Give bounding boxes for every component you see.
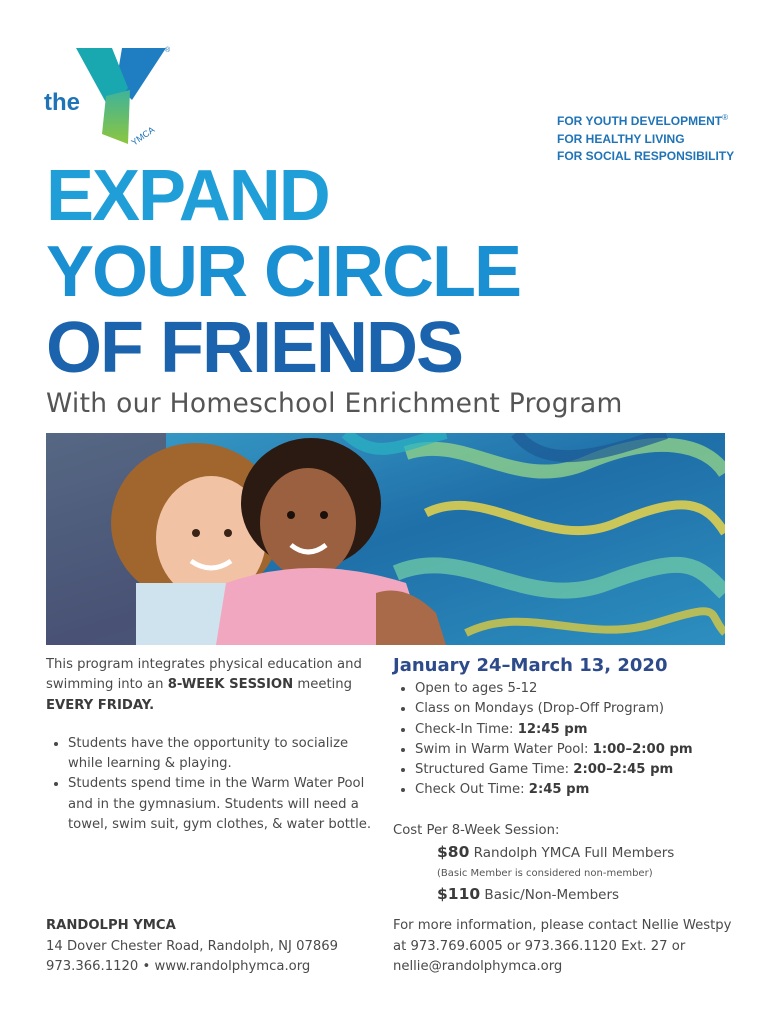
headline-line-1: EXPAND xyxy=(46,156,329,236)
list-item: • Swim in Warm Water Pool: 1:00–2:00 pm xyxy=(415,740,733,760)
contact-line-1: For more information, please contact Nellie Westpy xyxy=(393,918,732,933)
contact-line-2: at 973.769.6005 or 973.366.1120 Ext. 27 or xyxy=(393,938,686,954)
schedule-section xyxy=(393,653,733,907)
schedule-list xyxy=(393,679,733,801)
intro-paragraph: This program integrates physical education and swimming into an 8-WEEK SESSION meeting EVERY FRIDAY. xyxy=(46,657,362,713)
location-address: 14 Dover Chester Road, Randolph, NJ 07869 xyxy=(46,938,339,954)
list-item: • Students spend time in the Warm Water Pool and in the gymnasium. Students will need a towel, swim suit, gym clothes, & water bottle. xyxy=(68,774,376,835)
cost-section xyxy=(393,821,733,907)
price-note: (Basic Member is considered non-member) xyxy=(437,867,653,879)
program-description xyxy=(46,655,376,835)
tagline-line-3: FOR SOCIAL RESPONSIBILITY xyxy=(557,149,735,163)
list-item: • Class on Mondays (Drop-Off Program) xyxy=(415,699,733,719)
list-item: • Check Out Time: 2:45 pm xyxy=(415,780,733,800)
list-item: • Check-In Time: 12:45 pm xyxy=(415,720,733,740)
tagline xyxy=(557,109,757,166)
session-dates: January 24–March 13, 2020 xyxy=(393,655,668,676)
headline-line-2: YOUR CIRCLE xyxy=(46,232,521,312)
logo-word: the xyxy=(44,89,80,116)
hero-photo xyxy=(46,433,725,645)
subheadline: With our Homeschool Enrichment Program xyxy=(46,388,623,419)
contact-info xyxy=(393,916,731,978)
location-info xyxy=(46,916,338,978)
tagline-line-2: FOR HEALTHY LIVING xyxy=(557,131,685,146)
list-item: • Open to ages 5-12 xyxy=(415,679,733,699)
ymca-logo xyxy=(40,40,190,152)
member-price: $80 Randolph YMCA Full Members xyxy=(437,842,675,861)
location-name: RANDOLPH YMCA xyxy=(46,918,176,933)
tagline-line-1: FOR YOUTH DEVELOPMENT xyxy=(557,114,723,128)
contact-email[interactable]: nellie@randolphymca.org xyxy=(393,959,563,974)
location-phone-web: 973.366.1120 • www.randolphymca.org xyxy=(46,959,311,974)
cost-title: Cost Per 8-Week Session: xyxy=(393,822,560,838)
nonmember-price: $110 Basic/Non-Members xyxy=(437,884,620,903)
benefits-list xyxy=(46,734,376,835)
logo-sub: YMCA xyxy=(129,124,157,148)
list-item: • Students have the opportunity to socialize while learning & playing. xyxy=(68,734,376,775)
headline-line-3: OF FRIENDS xyxy=(46,308,463,388)
headline xyxy=(46,158,520,386)
tagline-registered: ® xyxy=(722,113,729,122)
logo-registered: ® xyxy=(165,47,171,54)
list-item: • Structured Game Time: 2:00–2:45 pm xyxy=(415,760,733,780)
